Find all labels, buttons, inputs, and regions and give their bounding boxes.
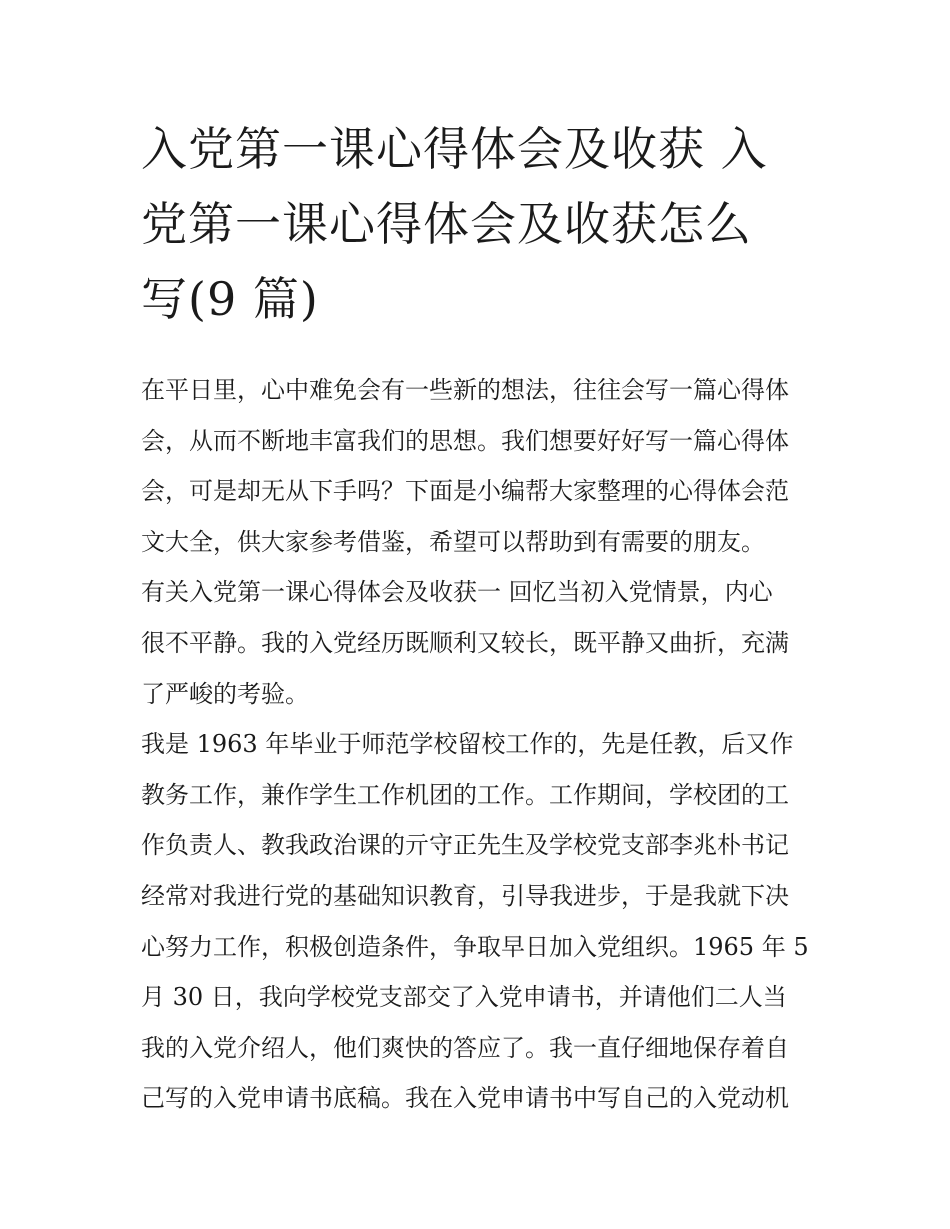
body-line: 有关入党第一课心得体会及收获一 回忆当初入党情景，内心 [141,578,773,607]
body-line: 了严峻的考验。 [141,679,309,708]
body-line: 我的入党介绍人，他们爽快的答应了。我一直仔细地保存着自 [141,1033,789,1062]
body-line: 文大全，供大家参考借鉴，希望可以帮助到有需要的朋友。 [141,527,765,556]
body-line: 会，从而不断地丰富我们的思想。我们想要好好写一篇心得体 [141,426,789,455]
body-line: 会，可是却无从下手吗？下面是小编帮大家整理的心得体会范 [141,477,789,506]
body-line: 月 30 日，我向学校党支部交了入党申请书，并请他们二人当 [141,983,787,1012]
title-line-1: 入党第一课心得体会及收获 入 [141,122,768,176]
body-line: 在平日里，心中难免会有一些新的想法，往往会写一篇心得体 [141,376,789,404]
document-body [141,365,813,1124]
body-line: 心努力工作，积极创造条件，争取早日加入党组织。1965 年 5 [141,932,809,961]
body-line: 作负责人、教我政治课的亓守正先生及学校党支部李兆朴书记 [141,831,789,860]
document-page [141,112,813,1124]
title-line-3: 写(9 篇) [141,272,319,326]
body-line: 经常对我进行党的基础知识教育，引导我进步，于是我就下决 [141,881,789,910]
body-line: 教务工作，兼作学生工作机团的工作。工作期间，学校团的工 [141,780,789,809]
title-line-2: 党第一课心得体会及收获怎么 [141,197,752,251]
document-title [141,112,813,337]
body-line: 己写的入党申请书底稿。我在入党申请书中写自己的入党动机 [141,1084,789,1113]
body-line: 我是 1963 年毕业于师范学校留校工作的，先是任教，后又作 [141,730,794,759]
body-line: 很不平静。我的入党经历既顺利又较长，既平静又曲折，充满 [141,628,789,657]
